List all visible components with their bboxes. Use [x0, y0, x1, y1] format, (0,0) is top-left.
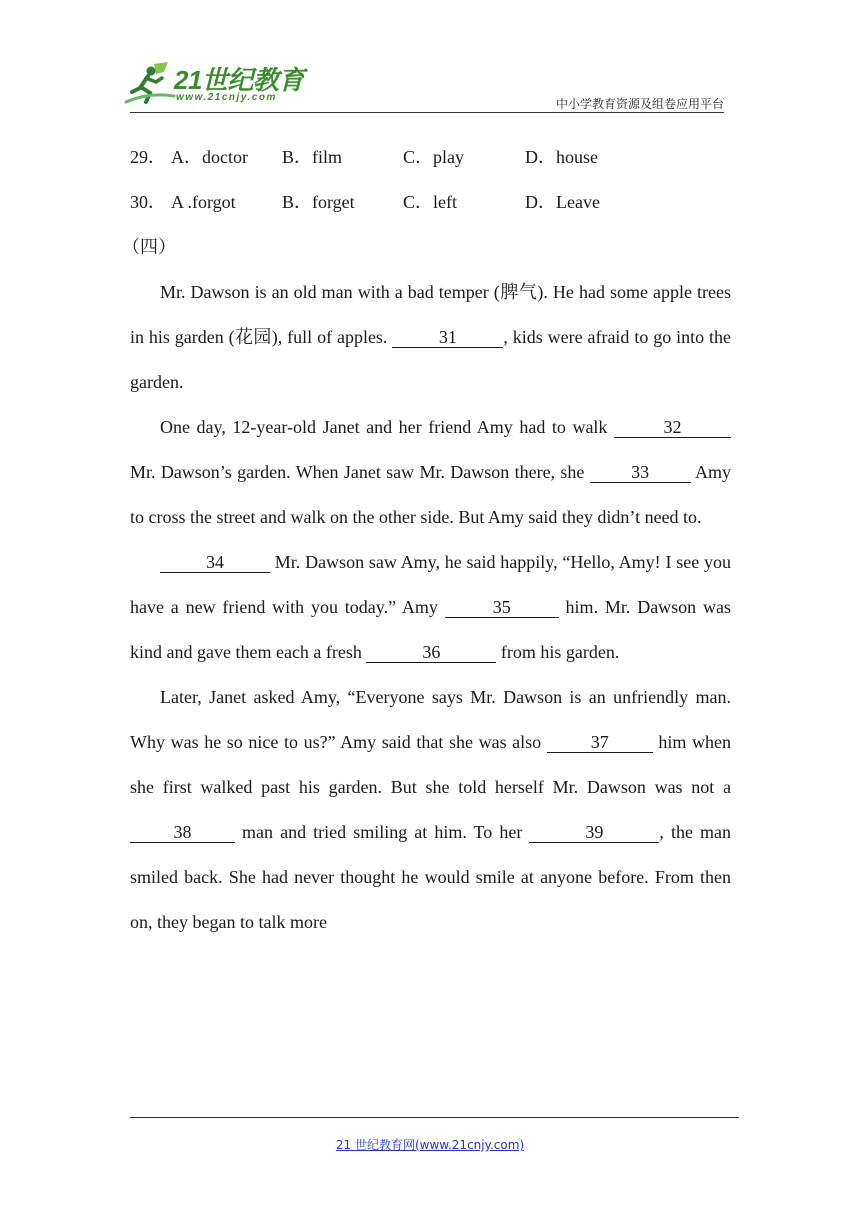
blank-35[interactable]: 35 [445, 597, 559, 618]
text: One day, 12-year-old Janet and her friend Amy had to walk [160, 417, 614, 437]
text: man and tried smiling at him. To her [235, 822, 530, 842]
paragraph-3 [130, 540, 731, 675]
question-number: 30． [130, 192, 166, 212]
text: , kids were afraid to go into the garden. [130, 327, 731, 392]
blank-32[interactable]: 32 [614, 417, 731, 438]
page-header [0, 0, 860, 120]
option-d: D．house [525, 147, 598, 167]
option-c: C．play [403, 147, 464, 167]
runner-logo-icon [124, 62, 176, 106]
text: him. Mr. Dawson was kind and gave them each a fresh [130, 597, 731, 662]
blank-36[interactable]: 36 [366, 642, 496, 663]
option-d: D．Leave [525, 192, 600, 212]
option-a: A .forgot [171, 192, 236, 212]
paragraph-1 [130, 270, 731, 405]
text: him when she first walked past his garden. But she told herself Mr. Dawson was not a [130, 732, 731, 797]
option-c: C．left [403, 192, 457, 212]
option-a: A．doctor [171, 147, 248, 167]
option-b: B．film [282, 147, 343, 167]
header-tagline: 中小学教育资源及组卷应用平台 [555, 97, 724, 111]
option-b: B．forget [282, 192, 355, 212]
blank-39[interactable]: 39 [529, 822, 659, 843]
page-content [122, 135, 731, 945]
logo-wordmark: 21世纪教育 [174, 65, 304, 95]
text: Mr. Dawson saw Amy, he said happily, “Hello, Amy! I see you have a new friend with you today.” Amy [130, 552, 731, 617]
footer-link[interactable]: 21 世纪教育网(www.21cnjy.com) [335, 1138, 525, 1152]
blank-31[interactable]: 31 [392, 327, 503, 348]
blank-34[interactable]: 34 [160, 552, 270, 573]
question-30 [130, 180, 731, 225]
text: Amy to cross the street and walk on the other side. But Amy said they didn’t need to. [130, 462, 731, 527]
question-number: 29． [130, 147, 166, 167]
blank-38[interactable]: 38 [130, 822, 235, 843]
question-29 [130, 135, 731, 180]
paragraph-2 [130, 405, 731, 540]
text: from his garden. [496, 642, 620, 662]
blank-37[interactable]: 37 [547, 732, 653, 753]
header-divider [130, 112, 724, 113]
paragraph-4 [130, 675, 731, 945]
text: Mr. Dawson is an old man with a bad temper (脾气). He had some apple trees in his garden (花园), full of apples. [130, 282, 731, 347]
logo-url: www.21cnjy.com [176, 92, 277, 103]
blank-33[interactable]: 33 [590, 462, 691, 483]
site-logo[interactable] [124, 62, 304, 108]
section-title: （四） [122, 237, 176, 257]
text: Mr. Dawson’s garden. When Janet saw Mr. Dawson there, she [130, 462, 590, 482]
footer-divider [130, 1117, 739, 1118]
text: , the man smiled back. She had never thought he would smile at anyone before. From then on, they began to talk more [130, 822, 731, 932]
text: Later, Janet asked Amy, “Everyone says Mr. Dawson is an unfriendly man. Why was he so nice to us?” Amy said that she was also [130, 687, 731, 752]
